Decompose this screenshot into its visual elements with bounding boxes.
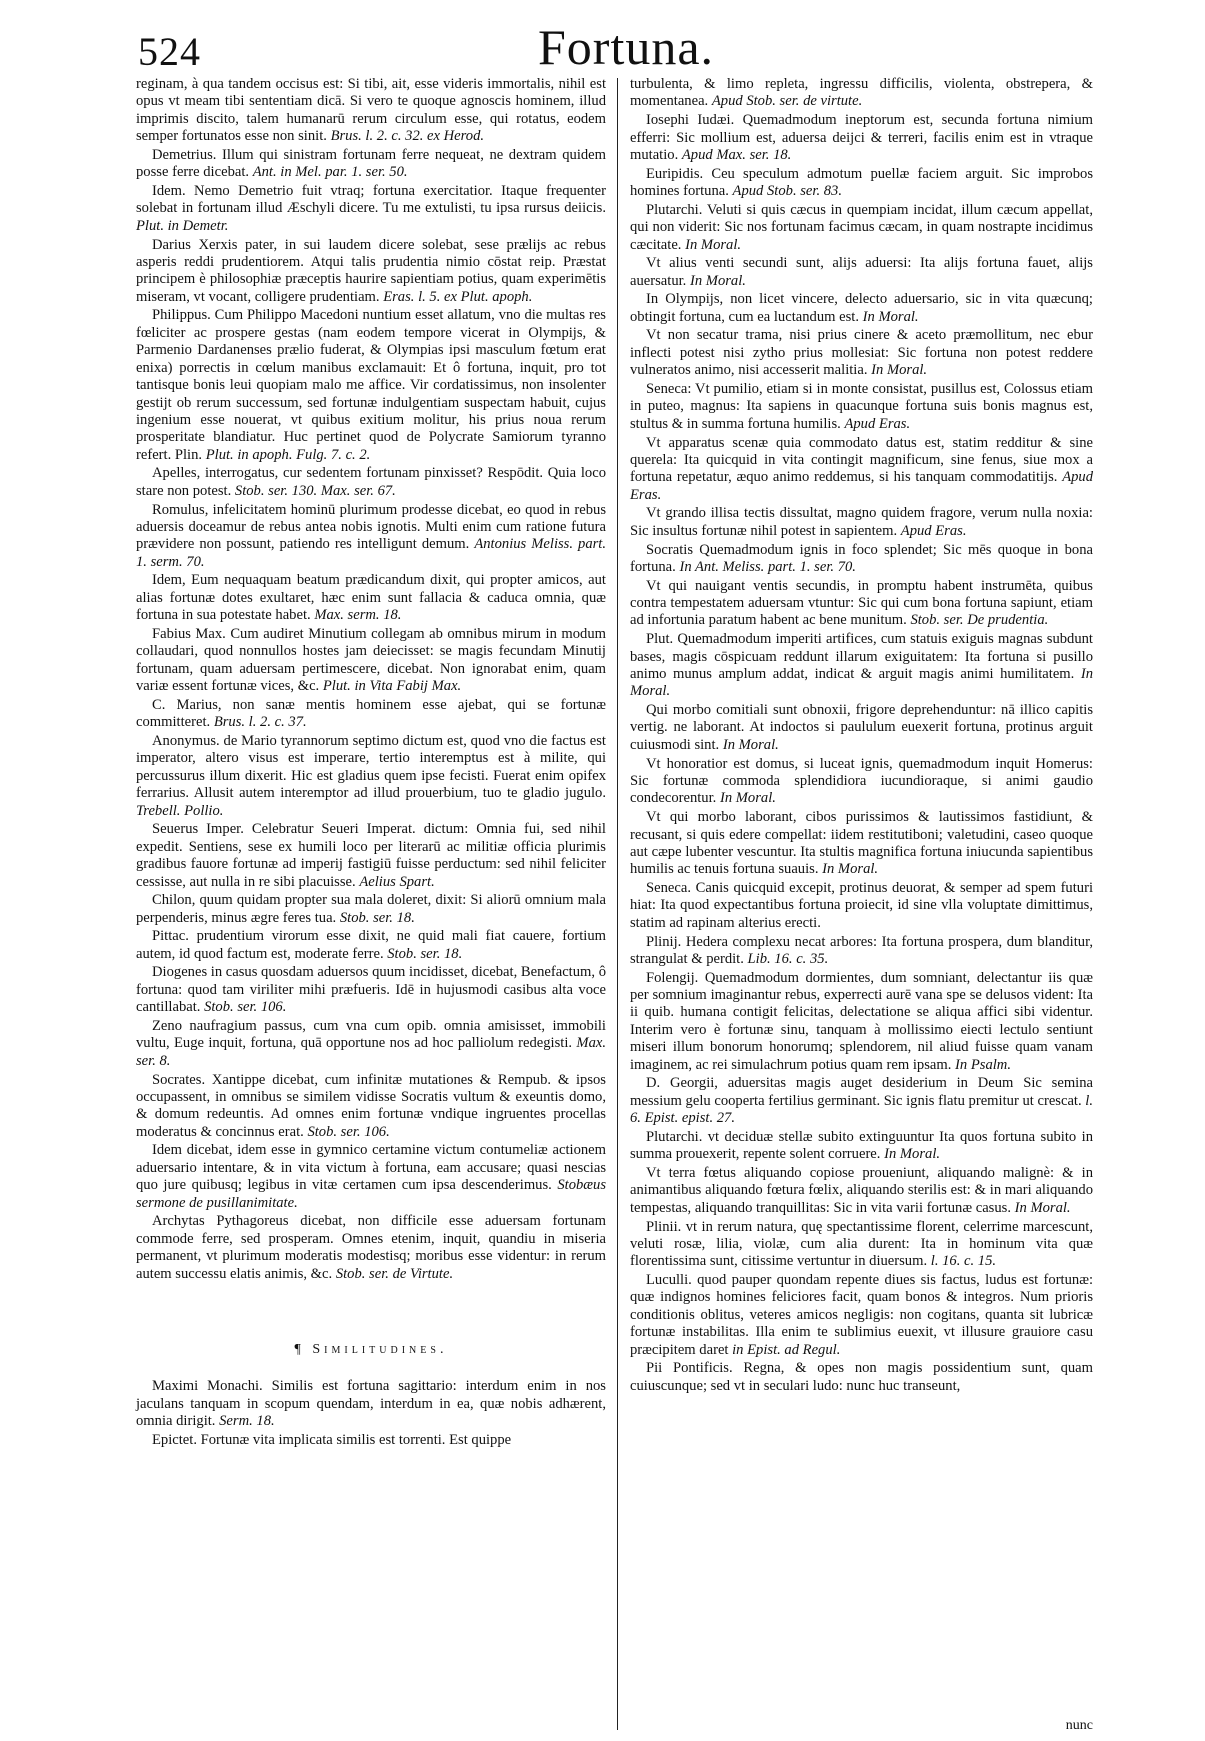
text-entry	[630, 542, 1093, 577]
entry-text: Seneca. Canis quicquid excepit, protinus deuorat, & semper ad spem futuri hiat: Ita quod expectantibus fortuna proiecit, id sine vlla voluptate dimittimus, statim ad rapinam alterius erecti.	[630, 880, 1093, 931]
entry-text: reginam, à qua tandem occisus est: Si tibi, ait, esse videris immortalis, nihil est opus vt meam tibi sententiam dicā. Si vero te quoque agnoscis hominem, illud imprimis discito, talem humanarū rerum circulum esse, qui rotatus, eodem semper fortunatos esse non sinit.	[136, 76, 606, 145]
entry-text: Romulus, infelicitatem hominū plurimum prodesse dicebat, eo quod in rebus aduersis doceamur de rebus antea nobis ignotis. Multi enim cum ratione futura prævidere non possunt, patiendo res intelligunt demum.	[136, 501, 606, 553]
source-citation: Stob. ser. de Virtute.	[335, 1265, 454, 1282]
source-citation: Brus. l. 2. c. 37.	[213, 714, 307, 731]
source-citation: l. 16. c. 15.	[930, 1253, 997, 1270]
source-citation: Apud Stob. ser. de virtute.	[711, 93, 863, 110]
text-entry	[136, 502, 606, 572]
text-entry	[630, 756, 1093, 808]
text-entry	[630, 809, 1093, 879]
text-entry	[630, 1075, 1093, 1127]
source-citation: In Psalm.	[955, 1056, 1011, 1073]
source-citation: l. 6. Epist. epist. 27.	[630, 1092, 1093, 1127]
source-citation: In Moral.	[884, 1146, 941, 1163]
entry-text: Euripidis. Ceu speculum admotum puellæ faciem arguit. Sic improbos homines fortuna.	[630, 165, 1093, 200]
text-entry	[136, 237, 606, 307]
source-citation: Plut. in Demetr.	[136, 217, 229, 234]
entry-text: Vt non secatur trama, nisi prius cinere & aceto præmollitum, nec ebur inflecti potest nisi zytho prius mollesiat: Sic fortuna non potest reddere vulneratos animo, nisi accesserit malitia.	[630, 327, 1093, 379]
source-citation: in Epist. ad Regul.	[732, 1341, 841, 1358]
source-citation: Apud Stob. ser. 83.	[732, 183, 842, 200]
text-entry	[630, 1165, 1093, 1217]
text-entry	[630, 202, 1093, 254]
source-citation: Max. serm. 18.	[314, 607, 402, 624]
left-column	[136, 76, 606, 1451]
text-entry	[630, 112, 1093, 164]
column-divider	[617, 78, 618, 1730]
text-entry	[136, 1213, 606, 1283]
entry-text: Folengij. Quemadmodum dormientes, dum somniant, delectantur iis quæ per somnium imaginantur rebus, experrecti aurē vana spe se delusos vident: Ita ii quib. humana contigit felicitas, delectatione se aliqua affici sibi videntur. Interim vero è fortunæ sinu, tanquam à mollissimo eiecti lectulo sentiunt miseri illum bonorum honorumq; splendorem, nil aliud fuisse quam vanam imaginem, ac rei simulachrum potius quam rem ipsam.	[630, 969, 1093, 1073]
entry-text: Luculli. quod pauper quondam repente diues sis factus, ludus est fortunæ: quæ indignos homines feliciores facit, quam bonos & integros. Num prioris conditionis oblitus, veteres amicos negligis: non cogitans, quanta sit lubricæ fortunæ instabilitas. Illa enim te sublimius euexit, vt illusure grauiore casu præcipitem daret	[630, 1272, 1093, 1358]
text-entry	[630, 1360, 1093, 1395]
text-entry	[136, 76, 606, 146]
entry-text: Plutarchi. vt deciduæ stellæ subito extinguuntur Ita quos fortuna subito in summa prouexerit, repente solent corruere.	[630, 1128, 1093, 1163]
entry-text: Vt alius venti secundi sunt, alijs aduersi: Ita alijs fortuna fauet, alijs auersatur.	[630, 255, 1093, 289]
source-citation: Stob. ser. 18.	[387, 945, 463, 962]
text-entry	[136, 1432, 606, 1449]
entry-text: Socrates. Xantippe dicebat, cum infinitæ mutationes & Rempub. & ipsos occupassent, in omnibus se similem vidisse Socratis vultum & exeuntis domo, & domum redeuntis. Ad omnes enim fortunæ vndique ingruentes procellas moderatus & concinnus erat.	[136, 1071, 606, 1140]
entry-text: Demetrius. Illum qui sinistram fortunam ferre nequeat, ne dextram quidem posse ferre dicebat.	[136, 146, 606, 181]
source-citation: Plut. in Vita Fabij Max.	[322, 678, 462, 695]
entry-text: Vt honoratior est domus, si luceat ignis, quemadmodum inquit Homerus: Sic fortunæ commoda splendidiora iucundioraque, si animi gaudio condecorentur.	[630, 755, 1093, 807]
entry-text: Plut. Quemadmodum imperiti artifices, cum statuis exiguis magnas subdunt bases, magis cōspicuam reddunt illarum exiguitatem: Ita fortuna si pusillo animo munus amplum addat, indicat & arguit magis animi humilitatem.	[630, 631, 1093, 682]
text-entry	[630, 327, 1093, 379]
entry-text: Vt qui nauigant ventis secundis, in promptu habent instrumēta, quibus contra tempestatem aduersam vtuntur: Sic qui cum bona fortuna sapiunt, etiam ad infortunia paratum habent ac bene munitum.	[630, 577, 1093, 629]
entry-text: Anonymus. de Mario tyrannorum septimo dictum est, quod vno die factus est imperator, altero visus est imperare, tertio interemptus est à milite, qui percussurus illum dixerit. Hic est gladius quem ipse fecisti. Fuerat enim opifex ferrarius. Allusit autem interemptor ad illud prouerbium, tuo te gladio jugulo.	[136, 733, 606, 802]
source-citation: In Moral.	[719, 790, 776, 807]
source-citation: In Ant. Meliss. part. 1. ser. 70.	[679, 558, 856, 575]
entry-text: Plinii. vt in rerum natura, quę spectantissime florent, celerrime marcescunt, veluti rosæ, lilia, violæ, cum alia durent: Ita in hominum vita quæ florentissima sunt, citissime vertuntur in diuersum.	[630, 1218, 1093, 1270]
source-citation: In Moral.	[1014, 1199, 1071, 1216]
text-entry	[630, 255, 1093, 290]
source-citation: Plut. in apoph. Fulg. 7. c. 2.	[205, 446, 371, 463]
text-entry	[630, 970, 1093, 1074]
entry-text: D. Georgii, aduersitas magis auget desiderium in Deum Sic semina messium gelu cooperta fertilius germinant. Sic ignis flatu premitur ut crescat.	[630, 1075, 1093, 1109]
text-entry	[630, 505, 1093, 540]
source-citation: Stob. ser. 130. Max. ser. 67.	[234, 482, 396, 499]
text-entry	[136, 183, 606, 235]
entry-text: Plutarchi. Veluti si quis cæcus in quempiam incidat, illum cæcum appellat, qui non viderit: Sic nos fortunam facimus cæcam, in quam nostrapte incidimus cæcitate.	[630, 201, 1093, 253]
text-entry	[136, 928, 606, 963]
entry-text: Idem. Nemo Demetrio fuit vtraq; fortuna exercitatior. Itaque frequenter solebat in fortunam illud Æschyli dicere. Tu me extulisti, tu ipsa rursus deiicis.	[136, 183, 606, 217]
source-citation: In Moral.	[689, 272, 746, 289]
entry-text: Vt terra fœtus aliquando copiose proueniunt, aliquando malignè: & in animantibus aliquando fœtura fœlix, aliquando sterilis est: & in mari aliquando tempestas, aliquando tranquillitas: Sic in vita varii fortunæ casus.	[630, 1165, 1093, 1216]
text-entry	[630, 1129, 1093, 1164]
source-citation: Aelius Spart.	[359, 873, 435, 890]
entry-text: Zeno naufragium passus, cum vna cum opib. omnia amisisset, immobili vultu, Euge inquit, fortuna, quā opportune nos ad hoc palliolum redegisti.	[136, 1017, 606, 1052]
entry-text: C. Marius, non sanæ mentis hominem esse ajebat, qui se fortunæ committeret.	[136, 696, 606, 731]
text-entry	[630, 578, 1093, 630]
text-entry	[136, 1072, 606, 1142]
entry-text: Diogenes in casus quosdam aduersos quum incidisset, dicebat, Benefactum, ô fortuna: quod tam viriliter mihi præfueris. Idē in hujusmodi casibus alta voce cantillabat.	[136, 964, 606, 1016]
catchword: nunc	[1065, 1718, 1093, 1733]
entry-text: Fabius Max. Cum audiret Minutium collegam ab omnibus mirum in modum collaudari, quod nonnullos hostes jam deiecisset: se magis fecundam Minutij fortunam, quam aduersam pertimescere, dicebat. Non ignorabat enim, quam variæ essent fortunæ vices, &c.	[136, 625, 606, 695]
text-entry	[136, 465, 606, 500]
entry-text: Archytas Pythagoreus dicebat, non difficile esse aduersam fortunam commode ferre, sed prosperam. Omnes etenim, inquit, quandiu in miseria permanent, vt plurimum moderatis modestisq; moribus esse videntur: in rerum autem successu elatis animis, &c.	[136, 1213, 606, 1282]
source-citation: In Moral.	[722, 736, 779, 753]
page-header	[138, 18, 1098, 76]
entry-text: Seneca: Vt pumilio, etiam si in monte consistat, pusillus est, Colossus etiam in puteo, magnus: Ita sapiens in quacunque fortuna suis bonis magnus est, stultus & in summa fortuna humilis.	[630, 380, 1093, 432]
text-entry	[136, 1018, 606, 1070]
source-citation: Eras. l. 5. ex Plut. apoph.	[383, 288, 533, 305]
entry-text: Idem, Eum nequaquam beatum prædicandum dixit, qui propter amicos, aut alias fortunæ dotes exultaret, hæc enim sunt fallacia & caduca omnia, quæ fortuna in sua potestate habet.	[136, 572, 606, 624]
text-entry	[630, 291, 1093, 326]
source-citation: Trebell. Pollio.	[136, 802, 224, 819]
text-entry	[630, 934, 1093, 969]
text-entry	[630, 1272, 1093, 1359]
running-title: Fortuna.	[538, 19, 715, 75]
source-citation: Stob. ser. 18.	[339, 909, 415, 926]
section-heading: ¶ Similitudines.	[294, 1341, 448, 1357]
right-column	[630, 76, 1093, 1396]
entry-text: Qui morbo comitiali sunt obnoxii, frigore deprehenduntur: nā illico capitis vertig. ne laborant. At indoctos si paululum euexerit fortuna, protinus arguit cuiusmodi sint.	[630, 702, 1093, 753]
entry-text: Pii Pontificis. Regna, & opes non magis possidentium sunt, quam cuiuscunque; sed vt in seculari ludo: nunc huc transeunt,	[630, 1360, 1093, 1394]
entry-text: Socratis Quemadmodum ignis in foco splendet; Sic mēs quoque in bona fortuna.	[630, 541, 1093, 575]
source-citation: Apud Eras.	[844, 415, 911, 432]
text-entry	[136, 733, 606, 820]
entry-text: turbulenta, & limo repleta, ingressu difficilis, violenta, obstrepera, & momentanea.	[630, 76, 1093, 110]
entry-text: Epictet. Fortunæ vita implicata similis est torrenti. Est quippe	[152, 1431, 512, 1448]
text-entry	[136, 147, 606, 182]
entry-text: Idem dicebat, idem esse in gymnico certamine victum contumeliæ actionem aduersario intentare, & in vita victum à fortuna, eam accusare; quasi nescias quo jure quibusq; legibus in vitæ certamen cum ipsa descenderimus.	[136, 1142, 606, 1194]
text-entry	[630, 166, 1093, 201]
text-entry	[136, 697, 606, 732]
text-entry	[136, 1142, 606, 1212]
source-citation: Max. ser. 8.	[136, 1035, 606, 1069]
text-entry	[630, 381, 1093, 433]
source-citation: In Moral.	[871, 362, 928, 379]
source-citation: Lib. 16. c. 35.	[747, 950, 829, 967]
text-entry	[630, 435, 1093, 505]
source-citation: Antonius Meliss. part. 1. serm. 70.	[136, 536, 607, 570]
text-entry	[630, 1219, 1093, 1271]
text-entry	[136, 626, 606, 696]
entry-text: Darius Xerxis pater, in sui laudem dicere solebat, sese prælijs ac rebus asperis reddi prudentiorem. Atqui talis prudentia nimio cōstat reip. Præstat principem è philosophiæ præceptis haurire sapientiam potius, quam experimētis miseram, vt vocant, colligere prudentiam.	[136, 236, 606, 305]
text-entry	[136, 572, 606, 624]
entry-text: Vt apparatus scenæ quia commodato datus est, statim redditur & sine querela: Ita quicquid in vita contingit magnificum, sine fenus, siue mox a fortuna repetatur, æquo animo reddemus, si his tanquam commodatitijs.	[630, 434, 1093, 486]
source-citation: Apud Max. ser. 18.	[681, 146, 792, 163]
source-citation: Brus. l. 2. c. 32. ex Herod.	[330, 128, 485, 145]
source-citation: In Moral.	[822, 861, 879, 878]
text-entry	[136, 821, 606, 891]
entry-text: Plinij. Hedera complexu necat arbores: Ita fortuna prospera, dum blanditur, strangulat & perdit.	[630, 933, 1093, 967]
source-citation: Serm. 18.	[219, 1413, 275, 1430]
page-number: 524	[138, 29, 201, 74]
source-citation: Stobæus sermone de pusillanimitate.	[136, 1177, 606, 1211]
source-citation: Ant. in Mel. par. 1. ser. 50.	[252, 164, 408, 181]
source-citation: In Moral.	[862, 308, 919, 325]
entry-text: Iosephi Iudæi. Quemadmodum ineptorum est, secunda fortuna nimium efferri: Sic mollium est, aduersa deijci & terreri, facilis enim est in vtraque mutatio.	[630, 112, 1093, 163]
source-citation: Apud Eras.	[630, 469, 1093, 503]
text-entry	[630, 880, 1093, 932]
source-citation: Stob. ser. De prudentia.	[910, 612, 1049, 629]
entry-text: Vt grando illisa tectis dissultat, magno quidem fragore, verum nulla noxia: Sic insultus fortunæ nihil potest in sapientem.	[630, 505, 1093, 539]
source-citation: Stob. ser. 106.	[307, 1123, 390, 1140]
text-entry	[136, 307, 606, 464]
entry-text: Seuerus Imper. Celebratur Seueri Imperat. dictum: Omnia fui, sed nihil expedit. Sentiens, sese ex humili loco per literarū ac militiæ officia plurimis gradibus fauore fortunæ ad imperij fastigiū fuisse perductum: sed nihil feliciter cessisse, aut nulla in re sibi placuisse.	[136, 821, 606, 890]
entry-text: Pittac. prudentium virorum esse dixit, ne quid mali fiat cauere, fortium autem, id quod factum est, moderate ferre.	[136, 928, 606, 962]
source-citation: In Moral.	[685, 236, 742, 253]
source-citation: In Moral.	[630, 665, 1093, 700]
text-entry	[630, 702, 1093, 754]
entry-text: Philippus. Cum Philippo Macedoni nuntium esset allatum, vno die multas res fœliciter ac prospere gestas (nam eodem tempore vicerat in Olympijs, & Parmenio Dardanenses prælio fuderat, & Olympias ipsi masculum fœtum erat enixa) porrectis in cœlum manibus exclamauit: Et ô fortuna, inquit, pro tot tantisque bonis leui quopiam malo me affice. Vir cordatissimus, non insolenter gestijt ob rerum successum, sed fortunæ indulgentiam suspectam habuit, cujus ingenium esse nouerat, vt quibus exitium molitur, his prius noua rerum prosperitate blandiatur. Huc pertinet quod de Polycrate Samiorum tyranno refert. Plin.	[136, 307, 606, 463]
entry-text: In Olympijs, non licet vincere, delecto aduersario, sic in vita quæcunq; obtingit fortuna, cum ea luctandum est.	[630, 291, 1093, 325]
text-entry	[136, 1378, 606, 1430]
entry-text: Vt qui morbo laborant, cibos purissimos & lautissimos fastidiunt, & recusant, si quis edere compellat: iidem restitutiboni; valetudini, caseo quoque aut cæpe lubenter vescuntur. Ita stultis magnifica fortuna iniucunda sapientibus humilis ac tenuis fortuna suauis.	[630, 809, 1093, 878]
text-entry	[136, 964, 606, 1016]
source-citation: Stob. ser. 106.	[204, 999, 287, 1016]
text-entry	[630, 76, 1093, 111]
source-citation: Apud Eras.	[900, 522, 967, 539]
entry-text: Apelles, interrogatus, cur sedentem fortunam pinxisset? Respōdit. Quia loco stare non potest.	[136, 465, 606, 499]
text-entry	[630, 631, 1093, 701]
entry-text: Maximi Monachi. Similis est fortuna sagittario: interdum enim in nos jaculans tanquam in scopum quendam, interdum in ea, quæ nobis adhærent, omnia dirigit.	[136, 1378, 606, 1430]
text-entry	[136, 892, 606, 927]
entry-text: Chilon, quum quidam propter sua mala doleret, dixit: Si aliorū omnium mala perpenderis, minus ægre feres tua.	[136, 892, 606, 926]
